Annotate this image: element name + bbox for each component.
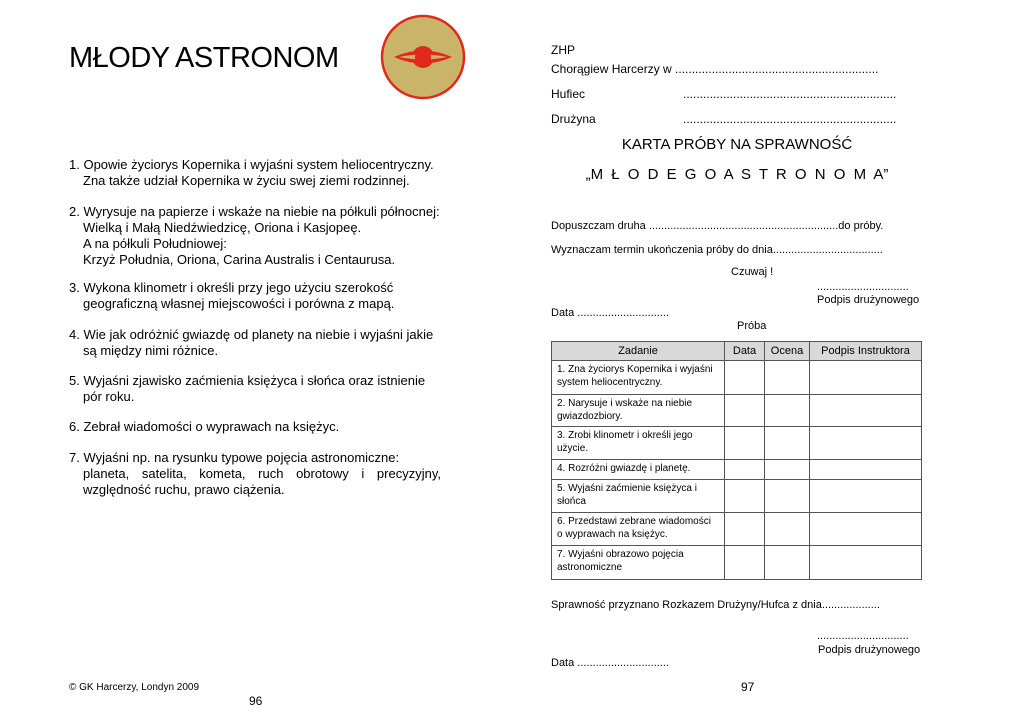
table-row <box>552 513 922 546</box>
requirement-line: geograficzną własnej miejscowości i porówna z mapą. <box>83 296 395 311</box>
hufiec-label: Hufiec <box>551 87 586 101</box>
requirement-7 <box>69 450 441 498</box>
ocena-cell[interactable] <box>765 427 810 460</box>
ocena-cell[interactable] <box>765 480 810 513</box>
requirement-line: względność ruchu, prawo ciążenia. <box>83 482 285 497</box>
table-row <box>552 546 922 580</box>
requirement-6 <box>69 419 441 435</box>
copyright: © GK Harcerzy, Londyn 2009 <box>69 682 200 693</box>
ocena-cell[interactable] <box>765 395 810 427</box>
proba-label: Próba <box>737 320 767 332</box>
data-cell[interactable] <box>725 546 765 580</box>
czuwaj-text: Czuwaj ! <box>731 266 774 278</box>
podpis-cell[interactable] <box>810 480 922 513</box>
page-title: MŁODY ASTRONOM <box>69 42 339 74</box>
requirement-3 <box>69 280 441 312</box>
page-number-left: 96 <box>249 694 263 708</box>
table-row <box>552 395 922 427</box>
header-data: Data <box>725 342 765 361</box>
requirement-line: pór roku. <box>83 389 135 404</box>
ocena-cell[interactable] <box>765 513 810 546</box>
table-row <box>552 460 922 480</box>
task-cell: 4. Rozróżni gwiazdę i planetę. <box>552 460 725 480</box>
requirement-line: Wielką i Małą Niedźwiedzicę, Oriona i Kasjopeę. <box>83 220 362 235</box>
podpis-cell[interactable] <box>810 427 922 460</box>
ocena-cell[interactable] <box>765 460 810 480</box>
data-cell[interactable] <box>725 480 765 513</box>
requirement-line: Zna także udział Kopernika w życiu swej ziemi rodzinnej. <box>83 173 410 188</box>
saturn-badge-icon <box>380 14 466 100</box>
signature-dots-1: .............................. <box>817 281 909 293</box>
table-row <box>552 480 922 513</box>
signature-label-2: Podpis drużynowego <box>818 644 921 656</box>
dopuszczam-line: Dopuszczam druha ..............................................................do próby. <box>551 220 884 232</box>
data-cell[interactable] <box>725 395 765 427</box>
druzyna-field: ................................................................ <box>683 112 897 126</box>
requirement-line: 7. Wyjaśni np. na rysunku typowe pojęcia astronomiczne: <box>69 450 400 465</box>
card-title: KARTA PRÓBY NA SPRAWNOŚĆ <box>621 136 853 153</box>
podpis-cell[interactable] <box>810 546 922 580</box>
data-cell[interactable] <box>725 427 765 460</box>
task-cell: 5. Wyjaśni zaćmienie księżyca i słońca <box>552 480 725 513</box>
podpis-cell[interactable] <box>810 361 922 395</box>
sprawnosc-line: Sprawność przyznano Rozkazem Drużyny/Hufca z dnia................... <box>551 599 880 611</box>
data-field-1: Data .............................. <box>551 307 669 319</box>
header-podpis: Podpis Instruktora <box>810 342 922 361</box>
task-cell: 7. Wyjaśni obrazowo pojęcia astronomiczne <box>552 546 725 580</box>
requirement-line: 4. Wie jak odróżnić gwiazdę od planety na niebie i wyjaśni jakie <box>69 327 434 342</box>
signature-label-1: Podpis drużynowego <box>817 294 920 306</box>
signature-dots-2: .............................. <box>817 630 909 642</box>
podpis-cell[interactable] <box>810 460 922 480</box>
druzyna-label: Drużyna <box>551 112 596 126</box>
requirement-line: 3. Wykona klinometr i określi przy jego użyciu szerokość <box>69 280 394 295</box>
card-subtitle: „M Ł O D E G O A S T R O N O M A” <box>585 166 889 183</box>
requirement-line: są między nimi różnice. <box>83 343 219 358</box>
proba-table <box>551 341 922 580</box>
requirement-line: planeta, satelita, kometa, ruch obrotowy i precyzyjny, <box>83 466 441 481</box>
data-cell[interactable] <box>725 460 765 480</box>
ocena-cell[interactable] <box>765 546 810 580</box>
header-zadanie: Zadanie <box>552 342 725 361</box>
table-header-row <box>552 342 922 361</box>
requirement-1 <box>69 157 441 189</box>
requirement-line: 5. Wyjaśni zjawisko zaćmienia księżyca i słońca oraz istnienie <box>69 373 426 388</box>
requirement-4 <box>69 327 441 359</box>
choragiew-field: Chorągiew Harcerzy w ............................................................. <box>551 62 879 76</box>
data-field-2: Data .............................. <box>551 657 669 669</box>
podpis-cell[interactable] <box>810 395 922 427</box>
requirement-line: Krzyż Południa, Oriona, Carina Australis i Centaurusa. <box>83 252 396 267</box>
data-cell[interactable] <box>725 513 765 546</box>
wyznaczam-line: Wyznaczam termin ukończenia próby do dnia.................................... <box>551 244 883 256</box>
requirement-line: 1. Opowie życiorys Kopernika i wyjaśni system heliocentryczny. <box>69 157 434 172</box>
hufiec-field: ................................................................ <box>683 87 897 101</box>
ocena-cell[interactable] <box>765 361 810 395</box>
podpis-cell[interactable] <box>810 513 922 546</box>
requirement-line: 2. Wyrysuje na papierze i wskaże na niebie na półkuli północnej: <box>69 204 440 219</box>
requirement-line: A na półkuli Południowej: <box>83 236 227 251</box>
task-cell: 6. Przedstawi zebrane wiadomości o wyprawach na księżyc. <box>552 513 725 546</box>
table-row <box>552 427 922 460</box>
task-cell: 3. Zrobi klinometr i określi jego użycie. <box>552 427 725 460</box>
task-cell: 2. Narysuje i wskaże na niebie gwiazdozbiory. <box>552 395 725 427</box>
table-row <box>552 361 922 395</box>
header-ocena: Ocena <box>765 342 810 361</box>
page-number-right: 97 <box>741 680 755 694</box>
requirement-line: 6. Zebrał wiadomości o wyprawach na księżyc. <box>69 419 340 434</box>
requirement-2 <box>69 204 441 268</box>
data-cell[interactable] <box>725 361 765 395</box>
requirement-5 <box>69 373 441 405</box>
task-cell: 1. Zna życiorys Kopernika i wyjaśni system heliocentryczny. <box>552 361 725 395</box>
zhp-label: ZHP <box>551 43 575 57</box>
